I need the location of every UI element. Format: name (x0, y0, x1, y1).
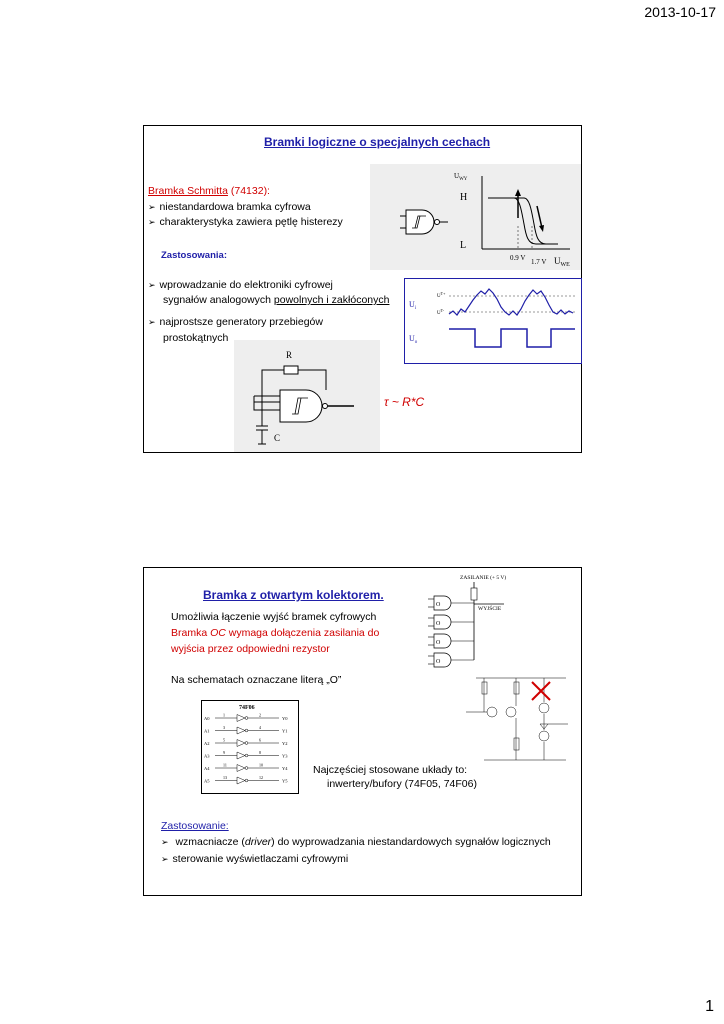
wired-gates-diagram (414, 570, 580, 674)
wyjscie-label: WYJŚCIE (478, 606, 502, 612)
ic-inverter-row (204, 738, 288, 747)
oc-line-1: Umożliwia łączenie wyjść bramek cyfrowych (171, 611, 377, 623)
oc-line-4: Na schematach oznaczane literą „O” (171, 674, 342, 686)
svg-text:O: O (436, 640, 441, 646)
ic-output-pin: 8 (259, 750, 261, 755)
ic-output-pin: 4 (259, 725, 261, 730)
zastosowania-label: Zastosowania: (161, 250, 227, 261)
ut-plus-label: $U^{T+}$ (437, 291, 446, 299)
app-1-line-1: ➢ wprowadzanie do elektroniki cyfrowej (148, 279, 333, 292)
ic-output-label: Y2 (282, 741, 288, 746)
slide-title: Bramki logiczne o specjalnych cechach (264, 135, 491, 149)
schmitt-code: (74132): (227, 185, 270, 197)
ic-input-pin: 11 (223, 762, 227, 768)
ic-input-label: A3 (204, 753, 210, 759)
ic-output-pin: 10 (259, 762, 263, 768)
bullet-2: ➢ charakterystyka zawiera pętlę histerezy (148, 216, 343, 229)
page-date: 2013-10-17 (644, 4, 716, 20)
schmitt-label: Bramka Schmitta (148, 185, 228, 197)
tau-formula: τ ~ R*C (384, 395, 425, 409)
ui-label: $U_i$ (409, 300, 417, 311)
oc-line-3: wyjścia przez odpowiedni rezystor (171, 643, 330, 655)
ic-input-label: A5 (204, 778, 210, 784)
ic-input-label: A2 (204, 741, 210, 746)
r-label: R (286, 350, 293, 360)
zastosowanie-1: ➢ wzmacniacze (driver) do wyprowadzania niestandardowych sygnałów logicznych (161, 836, 551, 849)
ic-inverter-row (204, 713, 288, 722)
ic-input-pin: 13 (223, 775, 227, 780)
app-2-line-2: prostokątnych (163, 332, 229, 344)
x-axis-label: $U_{WE}$ (554, 256, 570, 268)
ic-input-pin: 9 (223, 750, 225, 755)
low-label: L (460, 240, 467, 251)
ic-output-label: Y0 (282, 716, 288, 721)
svg-text:O: O (436, 621, 441, 627)
common-line-2: inwertery/bufory (74F05, 74F06) (327, 778, 477, 790)
ic-input-pin: 5 (223, 737, 225, 743)
common-line-1: Najczęściej stosowane układy to: (313, 764, 468, 776)
page-number: 1 (705, 998, 714, 1015)
slide-open-collector (143, 567, 582, 896)
ic-output-label: Y5 (282, 778, 288, 784)
y-axis-label: $U_{WY}$ (454, 172, 468, 182)
oc-transistor-schematic (456, 668, 580, 768)
schmitt-gate-symbol (400, 206, 450, 238)
ic-input-label: A1 (204, 728, 210, 734)
ic-output-pin: 2 (259, 712, 261, 718)
uo-label: $U_o$ (409, 334, 418, 345)
oc-gate-4 (428, 653, 474, 667)
ic-input-pin: 1 (223, 712, 225, 718)
zastosowanie-label: Zastosowanie: (161, 820, 229, 832)
threshold-high: 1.7 V (531, 258, 547, 266)
ic-74f06-diagram (201, 700, 297, 792)
slide-title-2: Bramka z otwartym kolektorem. (203, 588, 384, 602)
ic-inverter-row (204, 750, 288, 759)
c-label: C (274, 433, 281, 443)
svg-text:O: O (436, 602, 441, 608)
app-2-line-1: ➢ najprostsze generatory przebiegów (148, 316, 323, 329)
oc-gate-2 (428, 615, 474, 629)
zasilanie-label: ZASILANIE (+ 5 V) (460, 575, 507, 581)
schmitt-heading (148, 185, 270, 198)
threshold-low: 0.9 V (510, 254, 526, 262)
ic-input-label: A4 (204, 766, 210, 771)
bullet-1: ➢ niestandardowa bramka cyfrowa (148, 201, 311, 214)
app-1-line-2: sygnałów analogowych powolnych i zakłóconych (163, 294, 390, 306)
ic-input-label: A0 (204, 716, 210, 721)
ic-output-pin: 12 (259, 775, 263, 780)
slide-schmitt (143, 125, 582, 453)
ic-output-label: Y1 (282, 728, 288, 734)
ut-minus-label: $U^{T-}$ (437, 308, 445, 316)
ic-inverter-row (204, 763, 288, 772)
ic-output-label: Y4 (282, 766, 288, 771)
oc-line-2: Bramka OC wymaga dołączenia zasilania do (171, 627, 380, 639)
oc-gate-3 (428, 634, 474, 648)
ic-output-pin: 6 (259, 737, 261, 743)
high-label: H (460, 192, 468, 203)
ic-inverter-row (204, 775, 288, 784)
oc-gate-1 (428, 596, 474, 610)
ic-input-pin: 3 (223, 725, 225, 730)
hysteresis-chart (452, 164, 581, 270)
zastosowanie-2: ➢ sterowanie wyświetlaczami cyfrowymi (161, 853, 348, 866)
svg-text:O: O (436, 659, 441, 665)
ic-inverter-row (204, 725, 288, 734)
ic-output-label: Y3 (282, 753, 288, 759)
ic-name: 74F06 (239, 705, 255, 711)
